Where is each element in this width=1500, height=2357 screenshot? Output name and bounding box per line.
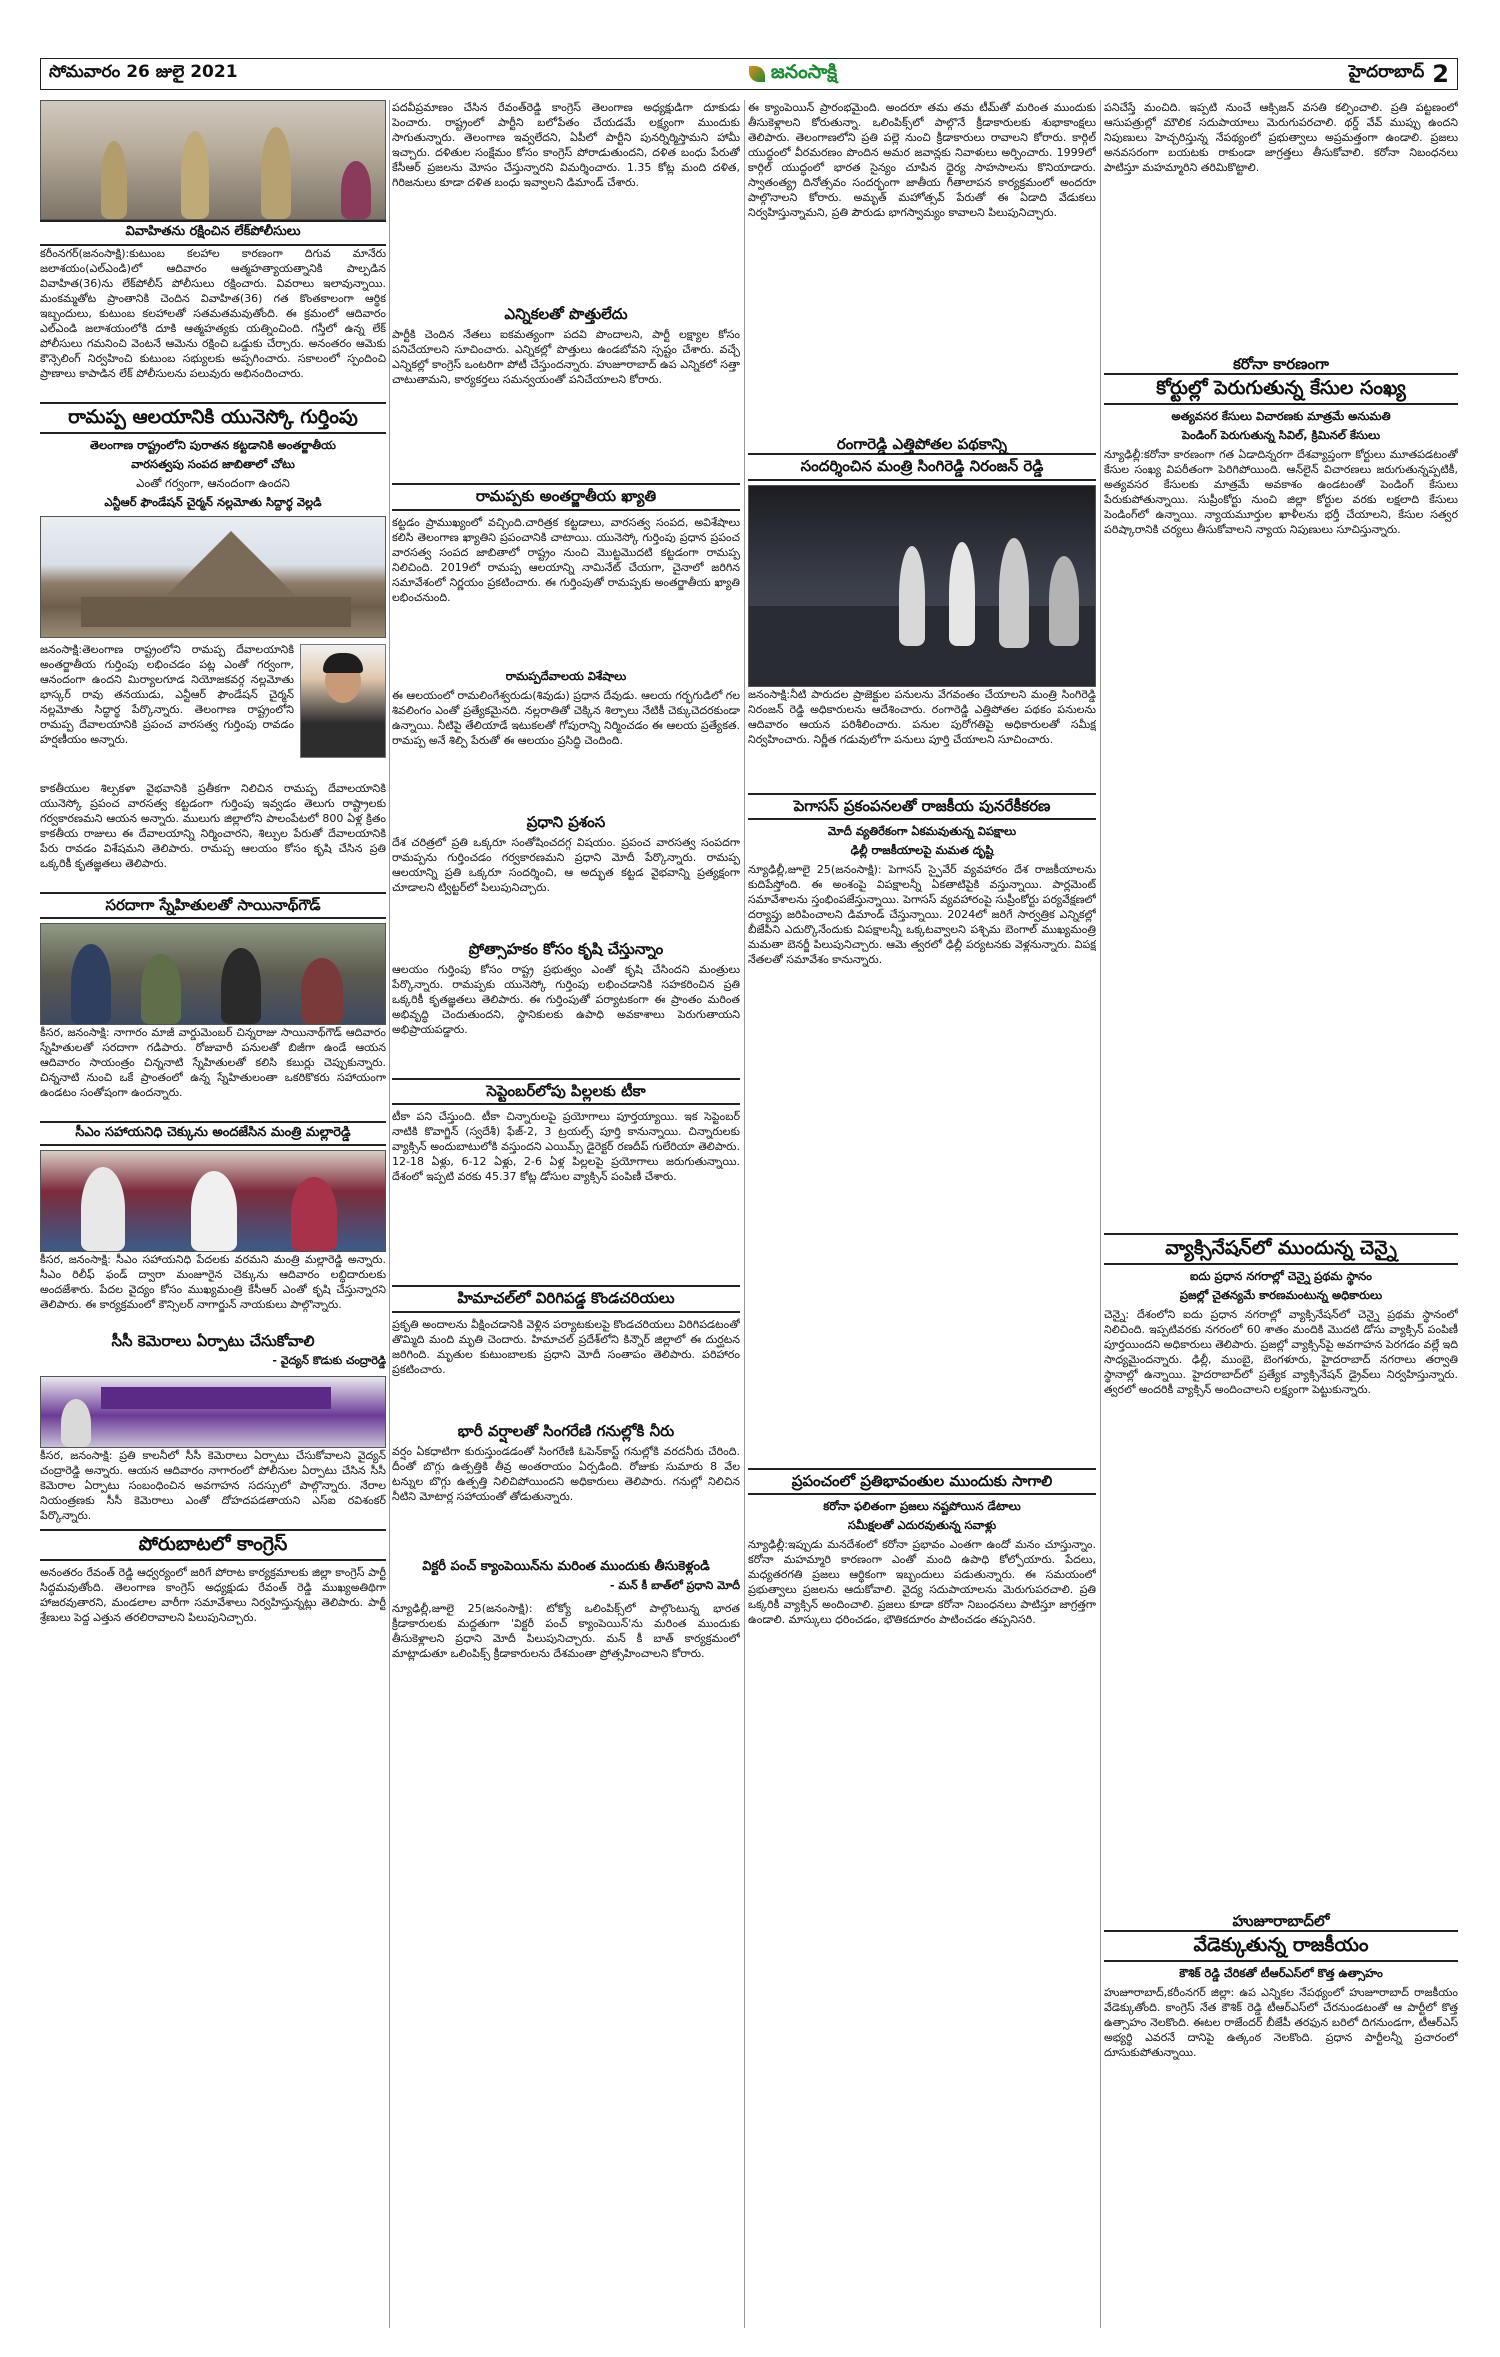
photo-headline: సందర్శించిన మంత్రి సింగిరెడ్డి నిరంజన్‌ రెడ్డి (748, 453, 1096, 480)
article-body: కాకతీయుల శిల్పకళా వైభవానికి ప్రతీకగా నిలిచిన రామప్ప దేవాలయానికి యునెస్కో ప్రపంచ వారసత్వ కట్టడంగా గుర్తింపు ఇవ్వడం తెలుగు రాష్ట్రాలకు గర్వకారణమని ఆయన అన్నారు. ములుగు జిల్లాలోని పాలంపేటలో 800 ఏళ్ల క్రితం కాకతీయ రాజులు ఈ దేవాలయాన్ని నిర్మించారని, శిల్పుల పేరుతో దేవాలయానికి పేరు రావడం విశేషమని తెలిపారు. రామప్ప ఆలయం కోసం కృషి చేసిన ప్రతి ఒక్కరికీ కృతజ్ఞతలు తెలిపారు. (40, 781, 386, 870)
newspaper-page (40, 58, 1458, 2328)
article-body: జనంసాక్షి:తెలంగాణ రాష్ట్రంలోని రామప్ప దేవాలయానికి అంతర్జాతీయ గుర్తింపు లభించడం పట్ల ఎంతో గర్వంగా, ఆనందంగా ఉందని మిర్యాలగూడ నియోజకవర్గ నల్లమోతు భాస్కర్‌ రావు తనయుడు, ఎన్టీఆర్‌ ఫౌండేషన్‌ చైర్మన్‌ నల్లమోతు సిద్ధార్థ పేర్కొన్నారు. తెలంగాణ రాష్ట్రంలోని రామప్ప దేవాలయానికి ప్రపంచ వారసత్వ గుర్తింపు రావడం హర్షణీయం అన్నారు. (40, 642, 294, 746)
article-body: ప్రకృతి అందాలను వీక్షించడానికి వెళ్లిన పర్యాటకులపై కొండచరియలు విరిగిపడటంతో తొమ్మిది మంది మృతి చెందారు. హిమాచల్‌ ప్రదేశ్‌లోని కిన్నౌర్‌ జిల్లాలో ఈ దుర్ఘటన జరిగింది. మృతుల కుటుంబాలకు ప్రధాని మోదీ సంతాపం తెలిపారు. పరిహారం ప్రకటించారు. (392, 1317, 740, 1376)
article-body: జనంసాక్షి:నీటి పారుదల ప్రాజెక్టుల పనులను వేగవంతం చేయాలని మంత్రి సింగిరెడ్డి నిరంజన్‌ రెడ్డి అధికారులను ఆదేశించారు. రంగారెడ్డి ఎత్తిపోతల పథకం పనులను ఆదివారం ఆయన పరిశీలించారు. పనుల పురోగతిపై అధికారులతో సమీక్ష నిర్వహించారు. నిర్ణీత గడువులోగా పనులు పూర్తి చేయాలని సూచించారు. (748, 687, 1096, 746)
headline-himachal: హిమాచల్‌లో విరిగిపడ్డ కొండచరియలు (392, 1285, 740, 1312)
headline-cm-fund: సీఎం సహాయనిధి చెక్కును అందజేసిన మంత్రి మల్లారెడ్డి (40, 1121, 386, 1146)
photo-headline: రంగారెడ్డి ఎత్తిపోతల పథకాన్ని (836, 435, 1008, 453)
column-2 (392, 100, 740, 1705)
subheadline: వారసత్వపు సంపద జాబితాలో చోటు (131, 456, 295, 471)
column-1 (40, 100, 386, 1659)
project-photo (748, 485, 1096, 687)
police-photo (40, 100, 386, 220)
column-divider (744, 100, 745, 2328)
headline-cctv: సీసీ కెమెరాలు ఏర్పాటు చేసుకోవాలి (111, 1332, 315, 1351)
article-body: న్యూఢిల్లీ,జూలై 25(జనంసాక్షి): పెగాసస్‌ స్పైవేర్‌ వ్యవహారం దేశ రాజకీయాలను కుదిపేస్తోంది. ఈ అంశంపై విపక్షాలన్నీ ఏకతాటిపైకి వస్తున్నాయి. పార్లమెంట్‌ సమావేశాలను స్తంభింపజేస్తున్నాయి. పెగాసస్‌ వ్యవహారంపై సుప్రీంకోర్టు పర్యవేక్షణలో దర్యాప్తు జరిపించాలని డిమాండ్‌ చేస్తున్నాయి. 2024లో జరిగే సార్వత్రిక ఎన్నికల్లో బీజేపీని ఎదుర్కొనేందుకు విపక్షాలన్నీ ఒక్కటవ్వాలని పశ్చిమ బెంగాల్‌ ముఖ్యమంత్రి మమతా బెనర్జీ పిలుపునిచ్చారు. ఆమె త్వరలో ఢిల్లీ పర్యటనకు వెళ్లనున్నారు. విపక్ష నేతలతో సమావేశం కానున్నారు. (748, 862, 1096, 966)
byline: - మన్‌ కీ బాత్‌లో ప్రధాని మోదీ (609, 1578, 740, 1592)
temple-photo (40, 516, 386, 638)
headline-congress: పోరుబాటలో కాంగ్రెస్‌ (40, 1529, 386, 1561)
headline-victory-punch: విక్టరీ పంచ్‌ క్యాంపెయిన్‌ను మరింత ముందుకు తీసుకెళ్లండి (422, 1558, 710, 1574)
masthead-right (1349, 60, 1449, 88)
headline-politics: వేడెక్కుతున్న రాజకీయం (1104, 1930, 1458, 1962)
headline-pm-praise: ప్రధాని ప్రశంస (526, 812, 606, 831)
headline-pegasus: పెగాసస్‌ ప్రకంపనలతో రాజకీయ పునరేకీకరణ (748, 793, 1096, 820)
byline: - వైద్యన్‌ కొడుకు చంద్రారెడ్డి (272, 1354, 386, 1368)
subheadline: తెలంగాణ రాష్ట్రంలోని పురాతన కట్టడానికి అంతర్జాతీయ (90, 437, 336, 452)
article-body: పార్టీకి చెందిన నేతలు ఐకమత్యంగా పదవి పొందాలని, పార్టీ లక్ష్యాల కోసం పనిచేయాలని సూచించారు. ఎన్నికల్లో పొత్తులు ఉండబోవని స్పష్టం చేశారు. వచ్చే ఎన్నికల్లో కాంగ్రెస్‌ ఒంటరిగా పోటీ చేస్తుందన్నారు. హుజూరాబాద్‌ ఉప ఎన్నికలో సత్తా చాటుతామని, కార్యకర్తలు సమన్వయంతో పనిచేయాలని కోరారు. (392, 328, 740, 387)
masthead (40, 58, 1458, 90)
subheadline: మోదీ వ్యతిరేకంగా ఏకమవుతున్న విపక్షాలు (827, 823, 1017, 838)
article-body: పదవీప్రమాణం చేసిన రేవంత్‌రెడ్డి కాంగ్రెస్‌ తెలంగాణ అధ్యక్షుడిగా దూకుడు పెంచారు. రాష్ట్రంలో పార్టీని బలోపేతం చేయడమే లక్ష్యంగా ముందుకు సాగుతున్నారు. తెలంగాణ ఇవ్వలేదని, ఏపీలో పార్టీని పునర్నిర్మిస్తామని హామీ ఇచ్చారు. దళితుల సంక్షేమం కోసం కాంగ్రెస్‌ పోరాడుతుందని, దళిత బంధు పేరుతో కేసీఆర్‌ ప్రజలను మోసం చేస్తున్నారని విమర్శించారు. 1.35 కోట్ల మంది దళిత, గిరిజనులు కూడా దళిత బంధు ఇవ్వాలని డిమాండ్‌ చేశారు. (392, 101, 740, 189)
headline-chennai: వ్యాక్సినేషన్‌లో ముందున్న చెన్నై (1104, 1233, 1458, 1265)
column-divider (389, 100, 390, 2328)
subheadline: ప్రజల్లో చైతన్యమే కారణమంటున్న అధికారులు (1179, 1287, 1383, 1302)
paper-logo (749, 61, 837, 88)
subheadline: ఐదు ప్రధాన నగరాల్లో చెన్నై ప్రథమ స్థానం (1190, 1268, 1372, 1283)
subheadline: పెండింగ్‌ పెరుగుతున్న సివిల్‌, క్రిమినల్‌ కేసులు (1181, 428, 1381, 443)
page-number: 2 (1432, 60, 1449, 88)
article-body: న్యూఢిల్లీ,జూలై 25(జనంసాక్షి): టోక్యో ఒలింపిక్స్‌లో పాల్గొంటున్న భారత క్రీడాకారులకు మద్దతుగా 'విక్టరీ పంచ్‌ క్యాంపెయిన్‌'ను మరింత ముందుకు తీసుకెళ్లాలని ప్రధాని మోదీ పిలుపునిచ్చారు. మన్‌ కీ బాత్‌ కార్యక్రమంలో మాట్లాడుతూ ఒలింపిక్స్‌ క్రీడాకారులను దేశమంతా ప్రోత్సహించాలని కోరారు. (392, 1601, 740, 1660)
paper-name: జనంసాక్షి (770, 60, 838, 83)
subheadline: ఢిల్లీ రాజకీయాలపై మమత దృష్టి (850, 842, 994, 857)
subheadline: సమీక్షలతో ఎదురవుతున్న సవాళ్లు (847, 1518, 997, 1532)
portrait-photo (300, 644, 386, 758)
subheadline: కరోనా ఫలితంగా ప్రజలు నష్టపోయిన డేటాలు (823, 1499, 1021, 1513)
headline-ramappa-fame: రామప్పకు అంతర్జాతీయ ఖ్యాతి (392, 483, 740, 510)
headline-friends: సరదాగా స్నేహితులతో సాయినాథ్‌గౌడ్‌ (40, 892, 386, 919)
article-body: కరీంనగర్(జనంసాక్షి):కుటుంబ కలహాల కారణంగా దిగువ మానేరు జలాశయం(ఎల్‌ఎండి)లో ఆదివారం ఆత్మహత్యాయత్నానికి పాల్పడిన వివాహిత(36)ను లేక్‌పోలీస్‌ పోలీసులు రక్షించారు. వివరాలు ఇలావున్నాయి. మంకమ్మతోట ప్రాంతానికి చెందిన వివాహిత(36) గత కొంతకాలంగా ఆర్థిక ఇబ్బందులు, కుటుంబ కలహాలతో సతమతమవుతోంది. ఈ క్రమంలో ఆదివారం ఎల్‌ఎండి జలాశయంలోకి దూకి ఆత్మహత్యకు యత్నించింది. గస్తీలో ఉన్న లేక్‌ పోలీసులు గమనించి వెంటనే ఆమెను రక్షించి ఒడ్డుకు చేర్చారు. అనంతరం ఆమెకు కౌన్సెలింగ్‌ నిర్వహించి కుటుంబ సభ్యులకు అప్పగించారు. సకాలంలో స్పందించి ప్రాణాలు కాపాడిన లేక్‌ పోలీసులను పలువురు అభినందించారు. (40, 247, 386, 380)
article-body: దేశ చరిత్రలో ప్రతి ఒక్కరూ సంతోషించదగ్గ విషయం. ప్రపంచ వారసత్వ సంపదగా రామప్పను గుర్తించడం గర్వకారణమని ప్రధాని మోదీ పేర్కొన్నారు. రామప్ప ఆలయాన్ని ప్రతి ఒక్కరూ సందర్శించి, ఆ అద్భుత కట్టడ వైభవాన్ని ప్రత్యక్షంగా చూడాలని ట్విట్టర్‌లో పిలుపునిచ్చారు. (392, 835, 740, 894)
article-body: కీసర, జనంసాక్షి: నాగారం మాజీ వార్డుమెంబర్‌ చిన్నరాజు సాయినాథ్‌గౌడ్‌ ఆదివారం స్నేహితులతో సరదాగా గడిపారు. రోజువారీ పనులతో బిజీగా ఉండే ఆయన ఆదివారం సాయంత్రం చిన్ననాటి స్నేహితులతో కలిసి కబుర్లు చెప్పుకున్నారు. చిన్ననాటి నుంచి ఒకే ప్రాంతంలో ఉన్న స్నేహితులంతా ఒకరికొకరు సహాయంగా ఉండటం సంతోషంగా ఉందన్నారు. (40, 1026, 386, 1100)
article-body: ఆలయం గుర్తింపు కోసం రాష్ట్ర ప్రభుత్వం ఎంతో కృషి చేసిందని మంత్రులు పేర్కొన్నారు. రామప్పకు యునెస్కో గుర్తింపు లభించడానికి సహకరించిన ప్రతి ఒక్కరికీ కృతజ్ఞతలు తెలిపారు. ఈ గుర్తింపుతో పర్యాటకంగా ఈ ప్రాంతం మరింత అభివృద్ధి చెందుతుందని, స్థానికులకు ఉపాధి అవకాశాలు పెరుగుతాయని అభిప్రాయపడ్డారు. (392, 963, 740, 1036)
headline-world-talent: ప్రపంచంలో ప్రతిభావంతుల ముందుకు సాగాలి (748, 1468, 1096, 1495)
cheque-photo (40, 1150, 386, 1252)
article-body: న్యూఢిల్లీ:ఇప్పుడు మనదేశంలో కరోనా ప్రభావం ఎంతగా ఉందో మనం చూస్తున్నాం. కరోనా మహమ్మారి కారణంగా ఎంతో మంది ఉపాధి కోల్పోయారు. పేదలు, మధ్యతరగతి ప్రజలు ఆర్థికంగా ఇబ్బందులు పడుతున్నారు. ఈ సమయంలో ప్రభుత్వాలు ప్రజలను ఆదుకోవాలి. వైద్య సదుపాయాలను మెరుగుపరచాలి. ప్రతి ఒక్కరికీ వ్యాక్సిన్‌ అందించాలి. ప్రజలు కూడా కరోనా నిబంధనలు పాటిస్తూ జాగ్రత్తగా ఉండాలి. మాస్కులు ధరించడం, భౌతికదూరం పాటించడం తప్పనిసరి. (748, 1538, 1096, 1626)
article-body: ఈ క్యాంపెయిన్‌ ప్రారంభమైంది. అందరూ తమ తమ టీమ్‌తో మరింత ముందుకు తీసుకెళ్లాలని కోరుతున్నా. ఒలింపిక్స్‌లో పాల్గొనే క్రీడాకారులకు శుభాకాంక్షలు తెలిపారు. తెలంగాణలోని ప్రతి పల్లె నుంచి క్రీడాకారులు రావాలని కోరారు. కార్గిల్‌ యుద్ధంలో వీరమరణం పొందిన అమర జవాన్లకు నివాళులు అర్పించారు. 1999లో కార్గిల్‌ యుద్ధంలో భారత సైన్యం చూపిన ధైర్య సాహసాలను కొనియాడారు. స్వాతంత్య్ర దినోత్సవం సందర్భంగా జాతీయ గీతాలాపన కార్యక్రమంలో అందరూ పాల్గొనాలని కోరారు. అమృత్‌ మహోత్సవ్‌ పేరుతో ఈ ఏడాది వేడుకలు నిర్వహిస్తున్నామని, ప్రతి పౌరుడు భాగస్వామ్యం కావాలని పిలుపునిచ్చారు. (748, 101, 1096, 219)
article-body: కీసర, జనంసాక్షి: ప్రతి కాలనీలో సీసీ కెమెరాలు ఏర్పాటు చేసుకోవాలని వైద్యన్‌ చంద్రారెడ్డి అన్నారు. ఆయన ఆదివారం నాగారంలో పోలీసుల ఏర్పాటు చేసిన సీసీ కెమెరాల ఏర్పాటు సంబంధించిన అవగాహన సదస్సులో పాల్గొన్నారు. నేరాల నియంత్రణకు సీసీ కెమెరాలు ఎంతో దోహదపడతాయని ఎస్‌ఐ రవిశంకర్‌ పేర్కొన్నారు. (40, 1449, 386, 1523)
article-body: పనిచేస్తే మంచిది. ఇప్పటి నుంచే ఆక్సిజన్‌ వసతి కల్పించాలి. ప్రతి పట్టణంలో ఆసుపత్రుల్లో మౌలిక సదుపాయాలు మెరుగుపరచాలి. థర్డ్‌ వేవ్‌ ముప్పు ఉందని నిపుణులు హెచ్చరిస్తున్న నేపథ్యంలో ప్రభుత్వాలు అప్రమత్తంగా ఉండాలి. ప్రజలు అనవసరంగా బయటకు రాకుండా జాగ్రత్తలు తీసుకోవాలి. కరోనా నిబంధనలు పాటిస్తూ మహమ్మారిని తరిమికొట్టాలి. (1104, 101, 1458, 174)
article-body: అనంతరం రేవంత్‌ రెడ్డి ఆధ్వర్యంలో జరిగే పోరాట కార్యక్రమాలకు జిల్లా కాంగ్రెస్‌ పార్టీ సిద్ధమవుతోంది. తెలంగాణ కాంగ్రెస్‌ అధ్యక్షుడు రేవంత్‌ రెడ్డి ముఖ్యఅతిథిగా హాజరవుతారని, మండలాల వారీగా సమావేశాలు నిర్వహిస్తున్నట్లు తెలిపారు. పార్టీ శ్రేణులు పెద్ద ఎత్తున తరలిరావాలని పిలుపునిచ్చారు. (40, 1566, 386, 1625)
column-divider (1100, 100, 1101, 2328)
meeting-photo (40, 1376, 386, 1448)
headline-courts: కోర్టుల్లో పెరుగుతున్న కేసుల సంఖ్య (1104, 373, 1458, 405)
article-body: చెన్నై: దేశంలోని ఐదు ప్రధాన నగరాల్లో వ్యాక్సినేషన్‌లో చెన్నై ప్రథమ స్థానంలో నిలిచింది. ఇప్పటివరకు నగరంలో 60 శాతం మందికి మొదటి డోసు వ్యాక్సిన్‌ పంపిణీ పూర్తయిందని అధికారులు తెలిపారు. ప్రజల్లో వ్యాక్సిన్‌పై అవగాహన పెరగడం వల్లే ఇది సాధ్యమైందన్నారు. ఢిల్లీ, ముంబై, బెంగళూరు, హైదరాబాద్‌ నగరాలు తర్వాతి స్థానాల్లో ఉన్నాయి. హైదరాబాద్‌లో ప్రత్యేక వ్యాక్సినేషన్‌ డ్రైవ్‌లు నిర్వహిస్తున్నారు. త్వరలో అందరికీ వ్యాక్సిన్‌ అందించాలని లక్ష్యంగా పెట్టుకున్నారు. (1104, 1307, 1458, 1396)
city-name: హైదరాబాద్ (1348, 62, 1425, 82)
headline-huzurabad: హుజూరాబాద్‌లో (1232, 1911, 1330, 1930)
leaf-icon (749, 66, 765, 82)
photo-caption: వివాహితను రక్షించిన లేక్‌పోలీసులు (40, 220, 386, 246)
column-4 (1104, 100, 1458, 2229)
subheadline: ఎన్టీఆర్‌ ఫౌండేషన్‌ చైర్మన్‌ నల్లమోతు సిద్దార్థ వెల్లడి (104, 494, 322, 509)
article-body: న్యూఢిల్లీ:కరోనా కారణంగా గత ఏడాదిన్నరగా దేశవ్యాప్తంగా కోర్టులు మూతపడటంతో కేసుల సంఖ్య విపరీతంగా పెరిగిపోయింది. ఆన్‌లైన్‌ విచారణలు జరుగుతున్నప్పటికీ, అత్యవసర కేసులకు మాత్రమే అవకాశం ఉండటంతో పెండింగ్‌ కేసులు పేరుకుపోతున్నాయి. సుప్రీంకోర్టు నుంచి జిల్లా కోర్టుల వరకు లక్షలాది కేసులు పెండింగ్‌లో ఉన్నాయి. న్యాయమూర్తుల ఖాళీలను భర్తీ చేయాలని, కేసుల సత్వర పరిష్కారానికి చర్యలు తీసుకోవాలని న్యాయ నిపుణులు సూచిస్తున్నారు. (1104, 448, 1458, 537)
article-body: కట్టడం ప్రాముఖ్యంలో వచ్చింది.చారిత్రక కట్టడాలు, వారసత్వ సంపద, అవిశేషాలు కలిసి తెలంగాణ ఖ్యాతిని ప్రపంచానికి చాటాయి. యునెస్కో గుర్తింపు ప్రధాన ప్రపంచ వారసత్వ సంపద జాబితాలో రాష్ట్రం నుంచి మొట్టమొదటి కట్టడంగా రామప్ప నిలిచింది. 2019లో రామప్ప ఆలయాన్ని నామినేట్‌ చేయగా, చైనాలో జరిగిన సమావేశంలో నిర్ణయం ప్రకటించారు. ఈ గుర్తింపుతో రామప్పకు అంతర్జాతీయ ఖ్యాతి లభించనుంది. (392, 515, 740, 604)
headline-efforts: ప్రోత్సాహకం కోసం కృషి చేస్తున్నాం (468, 939, 664, 958)
article-body: వర్షం ఏకధాటిగా కురుస్తుండడంతో సింగరేణి ఓపెన్‌కాస్ట్‌ గనుల్లోకి వరదనీరు చేరింది. దీంతో బొగ్గు ఉత్పత్తికి తీవ్ర అంతరాయం ఏర్పడింది. రోజుకు సుమారు 8 వేల టన్నుల బొగ్గు ఉత్పత్తి నిలిచిపోయిందని అధికారులు తెలిపారు. గనుల్లో నిలిచిన నీటిని మోటార్ల సహాయంతో తోడుతున్నారు. (392, 1444, 740, 1503)
headline-ramappa: రామప్ప ఆలయానికి యునెస్కో గుర్తింపు (40, 402, 386, 434)
headline-corona: కరోనా కారణంగా (1233, 355, 1329, 373)
headline-singareni: భారీ వర్షాలతో సింగరేణి గనుల్లోకి నీరు (457, 1421, 675, 1440)
article-body: కీసర, జనంసాక్షి: సీఎం సహాయనిధి పేదలకు వరమని మంత్రి మల్లారెడ్డి అన్నారు. సీఎం రిలీఫ్‌ ఫండ్‌ ద్వారా మంజూరైన చెక్కును ఆదివారం లబ్ధిదారులకు అందజేశారు. పేదల వైద్యం కోసం ముఖ్యమంత్రి కేసీఆర్‌ ఎంతో కృషి చేస్తున్నారని తెలిపారు. ఈ కార్యక్రమంలో కౌన్సిలర్‌ నాగార్జున్‌ నాయకులు పాల్గొన్నారు. (40, 1253, 386, 1312)
article-body: ఈ ఆలయంలో రామలింగేశ్వరుడు(శివుడు) ప్రధాన దేవుడు. ఆలయ గర్భగుడిలో గల శివలింగం ఎంతో ప్రత్యేకమైనది. నల్లరాతితో చెక్కిన శిల్పాలు నేటికీ చెక్కుచెదరకుండా ఉన్నాయి. నీటిపై తేలియాడే ఇటుకలతో గోపురాన్ని నిర్మించడం ఈ ఆలయ ప్రత్యేకత. రామప్ప అనే శిల్పి పేరుతో ఈ ఆలయం ప్రసిద్ధి చెందింది. (392, 688, 740, 747)
issue-date: సోమవారం 26 జులై 2021 (49, 62, 238, 82)
article-body: హుజూరాబాద్‌,కరీంనగర్‌ జిల్లా: ఉప ఎన్నికల నేపథ్యంలో హుజూరాబాద్‌ రాజకీయం వేడెక్కుతోంది. కాంగ్రెస్‌ నేత కౌశిక్‌ రెడ్డి టీఆర్‌ఎస్‌లో చేరనుండటంతో ఆ పార్టీలో కొత్త ఉత్సాహం నెలకొంది. ఈటల రాజేందర్‌ బీజేపీ తరఫున బరిలో దిగనుండగా, టీఆర్‌ఎస్‌ అభ్యర్థి ఎవరనే దానిపై ఉత్కంఠ నెలకొంది. ప్రధాన పార్టీలన్నీ ప్రచారంలో దూసుకుపోతున్నాయి. (1104, 1986, 1458, 2060)
subheadline: రామప్పదేవాలయ విశేషాలు (505, 668, 627, 683)
subheadline: అత్యవసర కేసులు విచారణకు మాత్రమే అనుమతి (1171, 409, 1391, 424)
friends-photo (40, 923, 386, 1025)
article-body: టీకా పని చేస్తుంది. టీకా చిన్నారులపై ప్రయోగాలు పూర్తయ్యాయి. ఇక సెప్టెంబర్‌ నాటికి కొవాగ్జిన్‌ (స్వదేశీ) ఫేజ్‌-2, 3 ట్రయల్స్‌ పూర్తి కానున్నాయి. చిన్నారులకు వ్యాక్సిన్‌ అందుబాటులోకి వస్తుందని ఎయిమ్స్‌ డైరెక్టర్‌ రణదీప్‌ గులేరియా తెలిపారు. 12-18 ఏళ్లు, 6-12 ఏళ్లు, 2-6 ఏళ్ల పిల్లలపై ప్రయోగాలు జరుగుతున్నాయి. దేశంలో ఇప్పటి వరకు 45.37 కోట్ల డోసుల వ్యాక్సిన్‌ పంపిణీ చేశారు. (392, 1110, 740, 1184)
column-3 (748, 100, 1096, 2041)
subheadline: ఎంతో గర్వంగా, ఆనందంగా ఉందని (136, 475, 290, 490)
headline-no-alliance: ఎన్నికలతో పొత్తులేదు (504, 305, 628, 323)
subheadline: కౌశిక్‌ రెడ్డి చేరికతో టీఆర్‌ఎస్‌లో కొత్త ఉత్సాహం (1179, 1966, 1383, 1981)
headline-vaccine-kids: సెప్టెంబర్‌లోపు పిల్లలకు టీకా (392, 1078, 740, 1105)
